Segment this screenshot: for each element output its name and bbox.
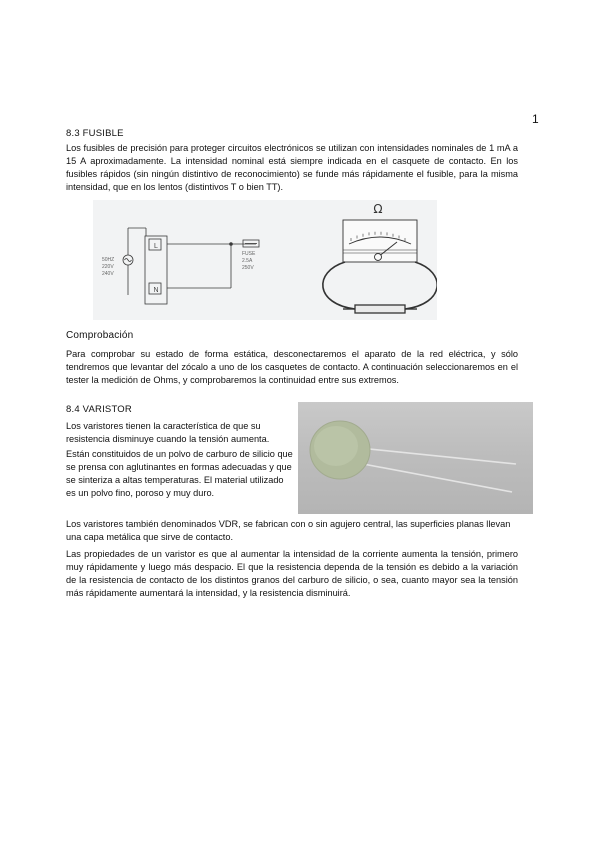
varistor-photo xyxy=(298,402,533,514)
supply-label-1: 50HZ xyxy=(102,257,115,263)
fuse-diagram xyxy=(93,200,437,320)
section-heading-varistor: 8.4 VARISTOR xyxy=(66,404,132,415)
ohmmeter xyxy=(323,220,437,313)
supply-label-3: 240V xyxy=(102,271,114,277)
varistor-illustration xyxy=(298,402,533,514)
fuse-circuit xyxy=(123,228,259,304)
terminal-l-label: L xyxy=(154,243,158,250)
fuse-label-2: 2.5A xyxy=(242,258,253,264)
terminal-n-label: N xyxy=(153,287,159,294)
page-number: 1 xyxy=(532,112,539,126)
junction-dot xyxy=(229,242,233,246)
fuse-figure xyxy=(93,200,437,320)
varistor-paragraph-1: Los varistores tienen la característica de que su resistencia disminuye cuando la tensión aumenta. xyxy=(66,421,270,444)
supply-label-2: 220V xyxy=(102,264,114,270)
ohm-symbol: Ω xyxy=(373,202,383,216)
varistor-paragraph-3: Los varistores también denominados VDR, se fabrican con o sin agujero central, las superficies planas llevan una capa metálica que sirve de contacto. xyxy=(66,519,511,542)
section-heading-comprobacion: Comprobación xyxy=(66,330,134,341)
varistor-paragraph-4: Las propiedades de un varistor es que al aumentar la intensidad de la corriente aumenta la tensión, primero muy rápidamente y luego más despacio. El que la resistencia dependa de la tensión es debido a la variación de la resistencia de contacto de los distintos granos del carburo de silicio, o sea, cuanto mayor sea la tensión más rápidamente aumentará la intensidad, y la resistencia disminuirá. xyxy=(66,549,518,598)
comprobacion-paragraph: Para comprobar su estado de forma estática, desconectaremos el aparato de la red eléctrica, y sólo tendremos que levantar del zócalo a uno de los casquetes de contacto. A continuación seleccionaremos en el tester la medición de Ohms, y comprobaremos la continuidad entre sus extremos. xyxy=(66,349,518,385)
fusible-paragraph: Los fusibles de precisión para proteger circuitos electrónicos se utilizan con intensidades nominales de 1 mA a 15 A aproximadamente. La intensidad nominal está siempre indicada en el casquete de contacto. En los fusibles rápidos (sin ningún distintivo de reconocimiento) se funde más rápidamente el fusible, para la misma intensidad, que en los lentos (distintivos T o bien TT). xyxy=(66,143,518,192)
fuse-label-3: 250V xyxy=(242,265,254,271)
varistor-paragraph-2: Están constituidos de un polvo de carburo de silicio que se prensa con aglutinantes en formas adecuadas y que se sinteriza a altas temperaturas. El material utilizado es un polvo fino, poroso y muy duro. xyxy=(66,449,293,498)
section-heading-fusible: 8.3 FUSIBLE xyxy=(66,128,124,139)
fuse-label-1: FUSE xyxy=(242,251,256,257)
